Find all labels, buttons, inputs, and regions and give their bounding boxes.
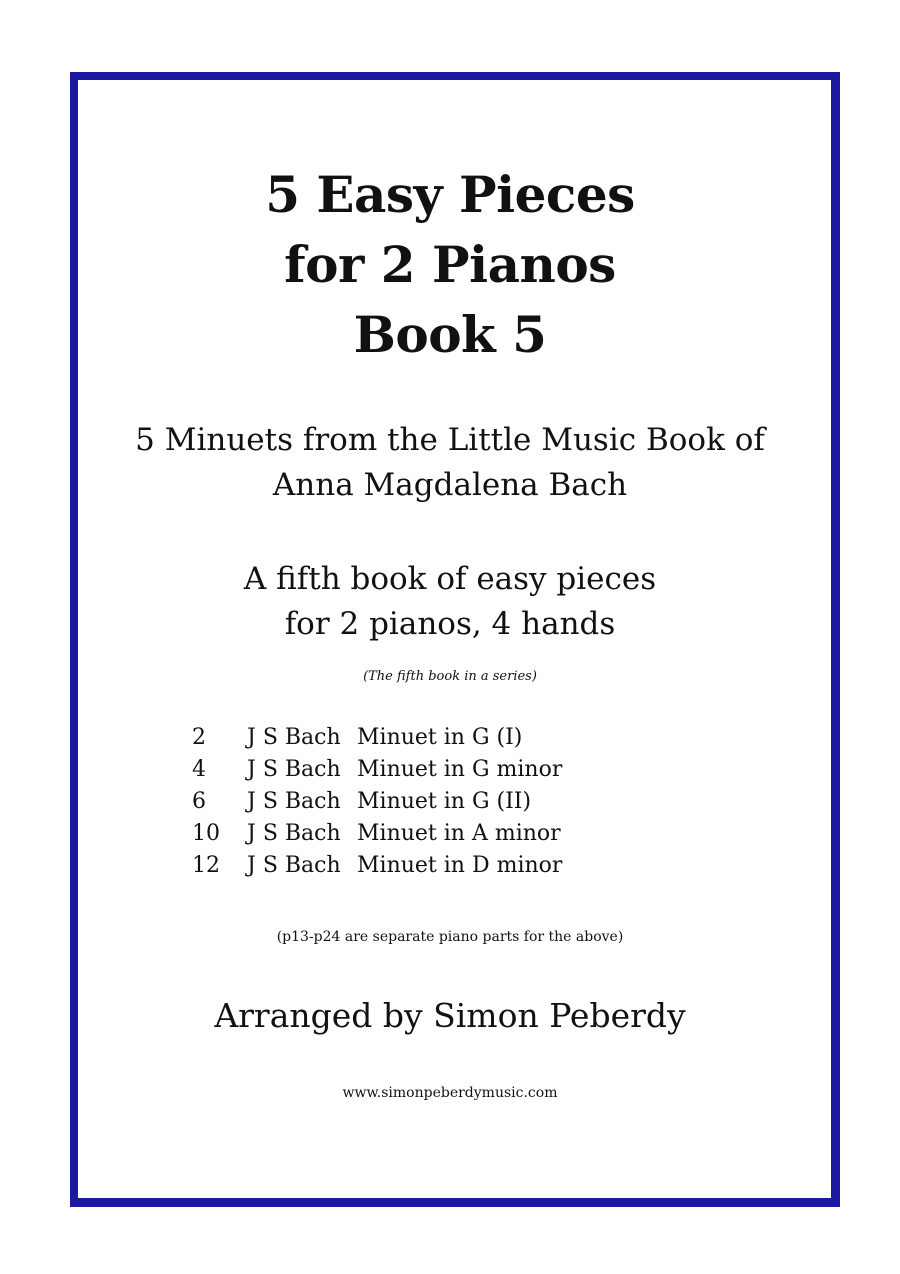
composer-name: J S Bach: [247, 757, 341, 782]
piece-title: Minuet in A minor: [357, 821, 561, 846]
composer-name: J S Bach: [247, 725, 341, 750]
cover-subtitle: [0, 418, 900, 508]
list-item: [192, 786, 562, 818]
composer-name: J S Bach: [247, 853, 341, 878]
list-item: [192, 722, 562, 754]
page-number: 10: [192, 821, 220, 846]
piece-title: Minuet in D minor: [357, 853, 563, 878]
composer-name: J S Bach: [247, 789, 341, 814]
list-item: [192, 754, 562, 786]
piece-title: Minuet in G (II): [357, 789, 532, 814]
subtitle-line-1: 5 Minuets from the Little Music Book of: [135, 422, 765, 458]
page-number: 12: [192, 853, 220, 878]
tagline-line-1: A fifth book of easy pieces: [243, 561, 657, 597]
cover-tagline: [0, 557, 900, 647]
page-number: 6: [192, 789, 206, 814]
title-line-1: 5 Easy Pieces: [265, 165, 635, 224]
piece-title: Minuet in G minor: [357, 757, 563, 782]
piece-title: Minuet in G (I): [357, 725, 523, 750]
cover-title: [0, 160, 900, 370]
website-url: www.simonpeberdymusic.com: [342, 1085, 558, 1101]
subtitle-line-2: Anna Magdalena Bach: [272, 467, 628, 503]
title-line-2: for 2 Pianos: [284, 235, 616, 294]
list-item: [192, 818, 562, 850]
tagline-line-2: for 2 pianos, 4 hands: [284, 606, 616, 642]
arranger-credit: Arranged by Simon Peberdy: [214, 996, 686, 1035]
title-line-3: Book 5: [353, 305, 547, 364]
page-number: 2: [192, 725, 206, 750]
composer-name: J S Bach: [247, 821, 341, 846]
list-item: [192, 850, 562, 882]
contents-list: [192, 722, 562, 882]
parts-note: (p13-p24 are separate piano parts for the above): [276, 929, 624, 945]
series-note: (The fifth book in a series): [363, 669, 537, 684]
page-number: 4: [192, 757, 206, 782]
